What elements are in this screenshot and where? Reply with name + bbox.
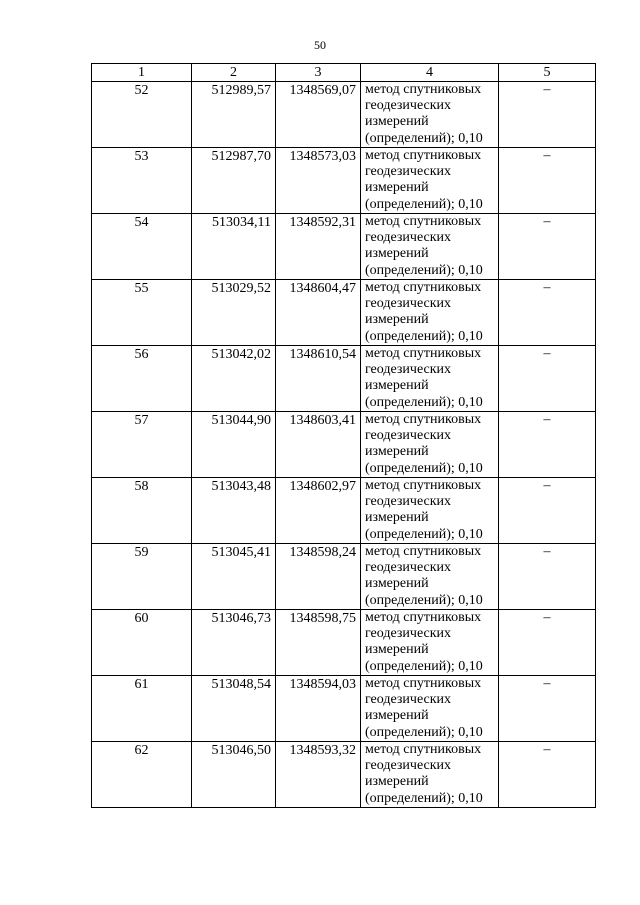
y-coordinate-cell: 1348569,07	[276, 82, 361, 148]
method-line: измерений	[365, 114, 429, 130]
method-cell	[361, 280, 499, 346]
method-cell	[361, 478, 499, 544]
method-line: (определений); 0,10	[365, 394, 483, 410]
method-line: метод спутниковых	[365, 214, 482, 229]
point-number-cell: 58	[92, 478, 192, 544]
method-line: измерений	[365, 774, 429, 790]
method-line: метод спутниковых	[365, 82, 482, 97]
table-row	[92, 478, 596, 544]
method-line: (определений); 0,10	[365, 658, 483, 674]
note-cell: –	[499, 544, 596, 610]
method-cell	[361, 214, 499, 280]
method-line: (определений); 0,10	[365, 262, 483, 278]
x-coordinate-cell: 513029,52	[192, 280, 276, 346]
method-line: геодезических	[365, 98, 452, 114]
y-coordinate-cell: 1348593,32	[276, 742, 361, 808]
coordinates-table	[91, 63, 596, 808]
method-cell	[361, 412, 499, 478]
method-line: геодезических	[365, 626, 452, 642]
y-coordinate-cell: 1348598,75	[276, 610, 361, 676]
note-cell: –	[499, 412, 596, 478]
note-cell: –	[499, 676, 596, 742]
method-line: метод спутниковых	[365, 346, 482, 361]
y-coordinate-cell: 1348594,03	[276, 676, 361, 742]
table-row	[92, 82, 596, 148]
method-line: метод спутниковых	[365, 610, 482, 625]
header-col-4: 4	[361, 64, 499, 82]
table-row	[92, 610, 596, 676]
page-number: 50	[314, 38, 326, 52]
note-cell: –	[499, 214, 596, 280]
header-col-2: 2	[192, 64, 276, 82]
method-line: геодезических	[365, 296, 452, 312]
point-number-cell: 52	[92, 82, 192, 148]
y-coordinate-cell: 1348604,47	[276, 280, 361, 346]
x-coordinate-cell: 512989,57	[192, 82, 276, 148]
table-row	[92, 676, 596, 742]
header-col-3: 3	[276, 64, 361, 82]
method-cell	[361, 148, 499, 214]
method-line: измерений	[365, 642, 429, 658]
method-line: геодезических	[365, 164, 452, 180]
table-row	[92, 280, 596, 346]
method-line: геодезических	[365, 494, 452, 510]
point-number-cell: 61	[92, 676, 192, 742]
method-line: (определений); 0,10	[365, 460, 483, 476]
note-cell: –	[499, 610, 596, 676]
method-cell	[361, 610, 499, 676]
method-line: (определений); 0,10	[365, 130, 483, 146]
point-number-cell: 57	[92, 412, 192, 478]
method-cell	[361, 346, 499, 412]
y-coordinate-cell: 1348603,41	[276, 412, 361, 478]
method-line: геодезических	[365, 560, 452, 576]
table-row	[92, 544, 596, 610]
note-cell: –	[499, 346, 596, 412]
y-coordinate-cell: 1348602,97	[276, 478, 361, 544]
method-line: метод спутниковых	[365, 676, 482, 691]
method-line: (определений); 0,10	[365, 724, 483, 740]
x-coordinate-cell: 513046,50	[192, 742, 276, 808]
method-line: (определений); 0,10	[365, 526, 483, 542]
method-line: метод спутниковых	[365, 742, 482, 757]
point-number-cell: 62	[92, 742, 192, 808]
x-coordinate-cell: 513046,73	[192, 610, 276, 676]
x-coordinate-cell: 513044,90	[192, 412, 276, 478]
method-line: геодезических	[365, 428, 452, 444]
table-row	[92, 346, 596, 412]
table-body	[92, 82, 596, 808]
note-cell: –	[499, 478, 596, 544]
y-coordinate-cell: 1348573,03	[276, 148, 361, 214]
method-line: измерений	[365, 312, 429, 328]
method-line: измерений	[365, 246, 429, 262]
method-line: геодезических	[365, 362, 452, 378]
x-coordinate-cell: 513034,11	[192, 214, 276, 280]
method-cell	[361, 742, 499, 808]
method-line: измерений	[365, 444, 429, 460]
method-line: геодезических	[365, 230, 452, 246]
x-coordinate-cell: 513048,54	[192, 676, 276, 742]
point-number-cell: 60	[92, 610, 192, 676]
table-header	[92, 64, 596, 82]
header-col-5: 5	[499, 64, 596, 82]
y-coordinate-cell: 1348610,54	[276, 346, 361, 412]
method-line: измерений	[365, 708, 429, 724]
x-coordinate-cell: 513042,02	[192, 346, 276, 412]
table-row	[92, 412, 596, 478]
method-line: измерений	[365, 510, 429, 526]
table-row	[92, 742, 596, 808]
method-line: метод спутниковых	[365, 148, 482, 163]
table-row	[92, 148, 596, 214]
method-line: (определений); 0,10	[365, 790, 483, 806]
method-line: геодезических	[365, 692, 452, 708]
point-number-cell: 56	[92, 346, 192, 412]
y-coordinate-cell: 1348598,24	[276, 544, 361, 610]
point-number-cell: 53	[92, 148, 192, 214]
x-coordinate-cell: 513043,48	[192, 478, 276, 544]
x-coordinate-cell: 512987,70	[192, 148, 276, 214]
method-cell	[361, 82, 499, 148]
method-line: измерений	[365, 378, 429, 394]
note-cell: –	[499, 148, 596, 214]
method-line: геодезических	[365, 758, 452, 774]
method-line: метод спутниковых	[365, 478, 482, 493]
method-cell	[361, 676, 499, 742]
method-line: измерений	[365, 576, 429, 592]
header-col-1: 1	[92, 64, 192, 82]
table-row	[92, 214, 596, 280]
method-line: (определений); 0,10	[365, 328, 483, 344]
note-cell: –	[499, 82, 596, 148]
point-number-cell: 55	[92, 280, 192, 346]
method-line: (определений); 0,10	[365, 592, 483, 608]
method-line: метод спутниковых	[365, 280, 482, 295]
method-line: метод спутниковых	[365, 544, 482, 559]
point-number-cell: 54	[92, 214, 192, 280]
method-cell	[361, 544, 499, 610]
method-line: измерений	[365, 180, 429, 196]
note-cell: –	[499, 742, 596, 808]
method-line: (определений); 0,10	[365, 196, 483, 212]
x-coordinate-cell: 513045,41	[192, 544, 276, 610]
header-row	[92, 64, 596, 82]
point-number-cell: 59	[92, 544, 192, 610]
method-line: метод спутниковых	[365, 412, 482, 427]
y-coordinate-cell: 1348592,31	[276, 214, 361, 280]
note-cell: –	[499, 280, 596, 346]
